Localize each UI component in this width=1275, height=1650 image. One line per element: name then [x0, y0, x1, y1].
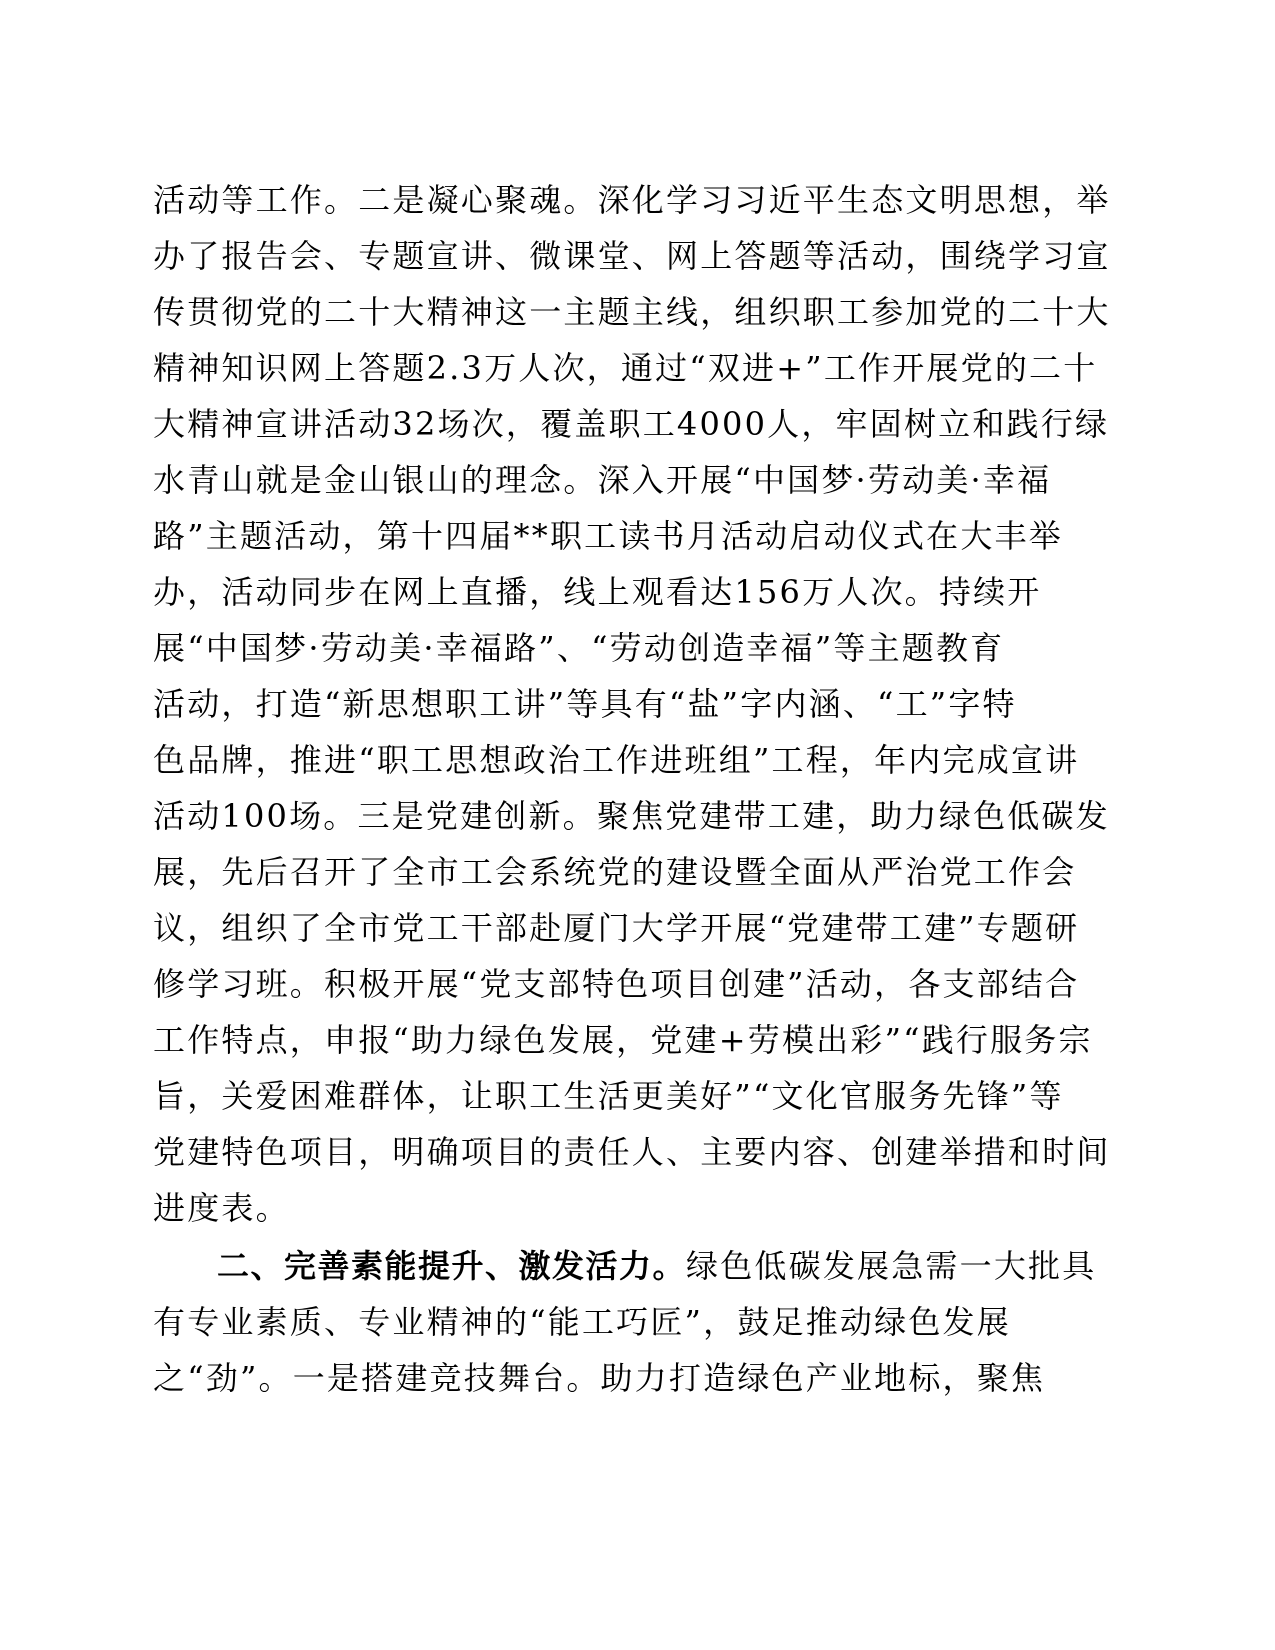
body-line-3: 传贯彻党的二十大精神这一主题主线，组织职工参加党的二十大 — [153, 293, 1111, 331]
body-line-12: 活动100场。三是党建创新。聚焦党建带工建，助力绿色低碳发 — [153, 797, 1110, 835]
body-line-2: 办了报告会、专题宣讲、微课堂、网上答题等活动，围绕学习宣 — [153, 237, 1111, 275]
body-line-8: 办，活动同步在网上直播，线上观看达156万人次。持续开 — [153, 573, 1042, 611]
body-line-5: 大精神宣讲活动32场次，覆盖职工4000人，牢固树立和践行绿 — [153, 405, 1110, 443]
body-line-4: 精神知识网上答题2.3万人次，通过“双进+”工作开展党的二十 — [153, 349, 1098, 387]
body-line-15: 修学习班。积极开展“党支部特色项目创建”活动，各支部结合 — [153, 965, 1080, 1003]
body-line-19: 进度表。 — [153, 1189, 290, 1227]
body-line-11: 色品牌，推进“职工思想政治工作进班组”工程，年内完成宣讲 — [153, 741, 1080, 779]
body-line-18: 党建特色项目，明确项目的责任人、主要内容、创建举措和时间 — [153, 1133, 1111, 1171]
body-line-9: 展“中国梦·劳动美·幸福路”、“劳动创造幸福”等主题教育 — [153, 629, 1005, 667]
body-line-7: 路”主题活动，第十四届**职工读书月活动启动仪式在大丰举 — [153, 517, 1063, 555]
body-line-14: 议，组织了全市党工干部赴厦门大学开展“党建带工建”专题研 — [153, 909, 1080, 947]
body-line-1: 活动等工作。二是凝心聚魂。深化学习习近平生态文明思想，举 — [153, 181, 1111, 219]
body-line-10: 活动，打造“新思想职工讲”等具有“盐”字内涵、“工”字特 — [153, 685, 1017, 723]
section-2-heading: 二、完善素能提升、激发活力。 — [217, 1247, 687, 1285]
section-2-line-2: 有专业素质、专业精神的“能工巧匠”，鼓足推动绿色发展 — [153, 1303, 1011, 1341]
body-line-17: 旨，关爱困难群体，让职工生活更美好”“文化官服务先锋”等 — [153, 1077, 1064, 1115]
section-2-first-line — [217, 1246, 1096, 1286]
section-2-line-3: 之“劲”。一是搭建竞技舞台。助力打造绿色产业地标，聚焦 — [153, 1359, 1046, 1397]
body-line-16: 工作特点，申报“助力绿色发展，党建+劳模出彩”“践行服务宗 — [153, 1021, 1093, 1059]
section-2-first-line-text: 绿色低碳发展急需一大批具 — [686, 1247, 1097, 1285]
body-line-13: 展，先后召开了全市工会系统党的建设暨全面从严治党工作会 — [153, 853, 1077, 891]
body-line-6: 水青山就是金山银山的理念。深入开展“中国梦·劳动美·幸福 — [153, 461, 1052, 499]
